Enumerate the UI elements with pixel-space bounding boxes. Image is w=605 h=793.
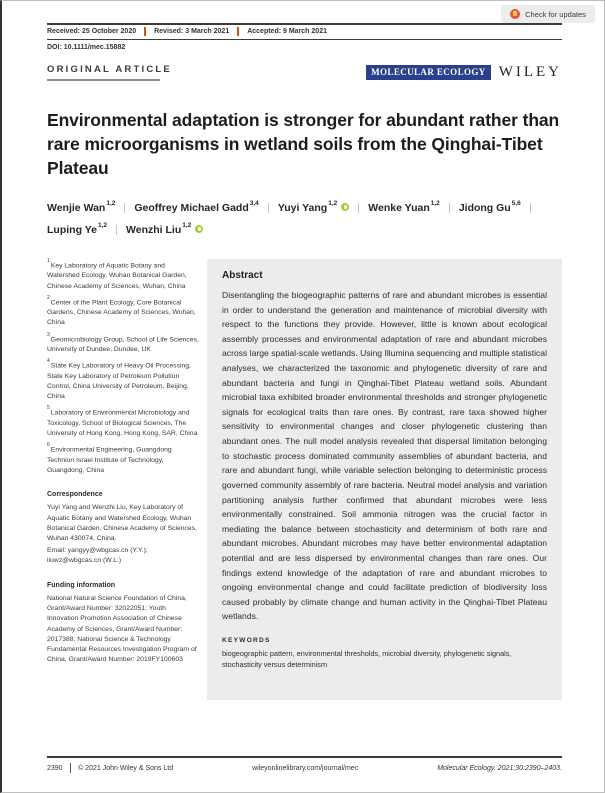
author-affil-sup: 1,2 <box>328 200 338 207</box>
crossmark-icon <box>510 9 520 19</box>
author <box>134 197 277 219</box>
article-type-underline <box>47 79 160 81</box>
affiliation-text: Geomicrobiology Group, School of Life Sciences, University of Dundee, Dundee, UK <box>47 335 199 354</box>
page-number: 2390 <box>47 764 63 772</box>
affiliation: $^6$Environmental Engineering, Guangdong Technion Israel Institute of Technology, Guangdong, China <box>47 442 172 474</box>
page-title: Environmental adaptation is stronger for abundant rather than rare microorganisms in wetland soils from the Qinghai-Tibet Plateau <box>47 110 560 179</box>
author-separator <box>449 203 450 213</box>
funding-text: National Natural Science Foundation of China, Grant/Award Number: 32022051; Youth Innovation Promotion Association of Chinese Academy of Sciences, Grant/Award Number: 2017388; National Science & Technology Fundamental Resources Investigation Program of China, Grant/Award Number: 2019FY100603 <box>47 595 197 664</box>
affiliation-text: Key Laboratory of Aquatic Botany and Watershed Ecology, Wuhan Botanical Garden, Chinese Academy of Sciences, Wuhan, China <box>47 262 187 290</box>
keywords-text: biogeographic pattern, environmental thresholds, microbial diversity, phylogenetic signals, stochasticity versus determinism <box>222 649 512 670</box>
header-top-rule <box>47 23 562 25</box>
affiliation-text: Center of the Plant Ecology, Core Botanical Gardens, Chinese Academy of Sciences, Wuhan, China <box>47 299 196 327</box>
brand-row <box>366 64 562 81</box>
author-affil-sup: 1,2 <box>106 200 116 207</box>
footer-separator <box>70 763 72 773</box>
affiliation-text: Environmental Engineering, Guangdong Technion Israel Institute of Technology, Guangdong, China <box>47 446 172 474</box>
footer <box>47 763 562 773</box>
correspondence-heading: Correspondence <box>47 490 103 498</box>
correspondence-text: Yuyi Yang and Wenzhi Liu, Key Laboratory of Aquatic Botany and Watershed Ecology, Wuhan Botanical Garden, Chinese Academy of Sciences, Wuhan 430074, China. <box>47 504 197 543</box>
author-name: Yuyi Yang <box>277 202 328 214</box>
affiliation: $^1$Key Laboratory of Aquatic Botany and Watershed Ecology, Wuhan Botanical Garden, Chinese Academy of Sciences, Wuhan, China <box>47 258 187 290</box>
author <box>47 219 126 241</box>
author-separator <box>530 203 531 213</box>
author-separator <box>268 203 269 213</box>
copyright-text: © 2021 John Wiley & Sons Ltd <box>78 764 174 772</box>
affiliation-text: Laboratory of Environmental Microbiology and Toxicology, School of Biological Sciences, The University of Hong Kong, Hong Kong, SAR, China <box>47 409 198 437</box>
received-date: Received: 25 October 2020 <box>47 28 137 35</box>
article-type <box>47 64 172 81</box>
funding-heading: Funding information <box>47 581 116 589</box>
author <box>368 197 459 219</box>
article-type-label: ORIGINAL ARTICLE <box>47 64 172 75</box>
journal-url-link[interactable]: wileyonlinelibrary.com/journal/mec <box>252 764 359 772</box>
revised-date: Revised: 3 March 2021 <box>154 28 230 35</box>
affiliation: $^2$Center of the Plant Ecology, Core Botanical Gardens, Chinese Academy of Sciences, Wuhan, China <box>47 294 196 327</box>
author-affil-sup: 3,4 <box>249 200 259 207</box>
keywords-heading: KEYWORDS <box>222 637 271 645</box>
affiliation-text: State Key Laboratory of Heavy Oil Processing, State Key Laboratory of Petroleum Pollution Control, China University of Petroleum, Beijing, China <box>47 362 191 401</box>
footer-rule <box>47 756 562 758</box>
author-affil-sup: 1,2 <box>97 222 108 229</box>
author <box>126 219 203 241</box>
author-separator <box>358 203 359 213</box>
check-for-updates-button[interactable] <box>501 5 595 23</box>
publisher-logo: WILEY <box>498 64 562 80</box>
author <box>278 197 368 219</box>
sidebar-metadata <box>47 260 199 667</box>
check-for-updates-label: Check for updates <box>525 9 586 19</box>
history-separator <box>237 27 239 36</box>
affiliation: $^5$Laboratory of Environmental Microbiology and Toxicology, School of Biological Sciences, The University of Hong Kong, Hong Kong, SAR, China <box>47 405 198 437</box>
abstract-heading: Abstract <box>222 270 263 281</box>
author-affil-sup: 1,2 <box>430 200 440 207</box>
author-separator <box>124 203 125 213</box>
journal-logo: MOLECULAR ECOLOGY <box>366 65 491 80</box>
orcid-icon[interactable] <box>341 203 349 211</box>
affiliation: $^3$Geomicrobiology Group, School of Life Sciences, University of Dundee, Dundee, UK <box>47 331 199 354</box>
article-type-row <box>47 64 562 81</box>
author-name: Wenzhi Liu <box>126 224 182 236</box>
author-name: Geoffrey Michael Gadd <box>134 202 249 214</box>
author-name: Wenjie Wan <box>47 202 106 214</box>
abstract-panel <box>207 259 562 700</box>
author-separator <box>116 225 117 235</box>
footer-left <box>47 763 173 773</box>
author <box>459 197 540 219</box>
article-history <box>47 27 327 36</box>
history-separator <box>144 27 146 36</box>
author-name: Wenke Yuan <box>368 202 430 214</box>
header-mid-rule <box>47 39 562 40</box>
author-affil-sup: 5,6 <box>511 200 521 207</box>
doi-text: DOI: 10.1111/mec.15882 <box>47 44 126 51</box>
author-name: Luping Ye <box>47 224 97 236</box>
author <box>47 197 134 219</box>
accepted-date: Accepted: 9 March 2021 <box>247 28 327 35</box>
author-name: Jidong Gu <box>458 202 511 214</box>
author-list <box>47 197 592 241</box>
citation-text: Molecular Ecology. 2021;30:2390–2403. <box>437 764 562 772</box>
correspondence-email: Email: yangyy@wbgcas.cn (Y.Y.); liuwz@wbgcas.cn (W.L.) <box>47 547 148 565</box>
author-affil-sup: 1,2 <box>182 222 192 229</box>
affiliation: $^4$State Key Laboratory of Heavy Oil Processing, State Key Laboratory of Petroleum Pollution Control, China University of Petroleum, Beijing, China <box>47 358 191 401</box>
abstract-text: Disentangling the biogeographic patterns of rare and abundant microbes is essential in order to understand the generation and maintenance of microbial diversity with respect to the functions they provide. However, little is known about ecological assembly processes and environmental adaptation of rare and abundant microbes across large spatial-scale wetlands. Using Illumina sequencing and multiple statistical analyses, we characterized the taxonomic and phylogenetic diversity of rare and abundant bacteria and fungi in Qinghai-Tibet Plateau wetland soils. Abundant microbial taxa exhibited broader environmental thresholds and stronger phylogenetic signals for ecological traits than rare ones. By contrast, rare taxa showed higher sensitivity to environmental changes and closer phylogenetic clustering than abundant ones. The null model analysis revealed that dispersal limitation belonging to stochastic process dominated community assemblies of abundant bacteria, and rare and abundant fungi, while variable selection belonging to deterministic process governed community assembly of rare bacteria. Neutral model analysis and variation partitioning analysis further confirmed that abundant microbes were less environmentally constrained. Soil ammonia nitrogen was the crucial factor in mediating the balance between stochasticity and determinism of both rare and abundant microbes. Abundant microbes may have better environmental adaptation potential and are less dispersed by environmental changes than rare ones. Our findings extend knowledge of the adaptation of rare and abundant microbes to ongoing environmental change and could facilitate prediction of biodiversity loss caused probably by climate change and human activity in the Qinghai-Tibet Plateau wetlands. <box>222 290 547 622</box>
orcid-icon[interactable] <box>195 225 203 233</box>
